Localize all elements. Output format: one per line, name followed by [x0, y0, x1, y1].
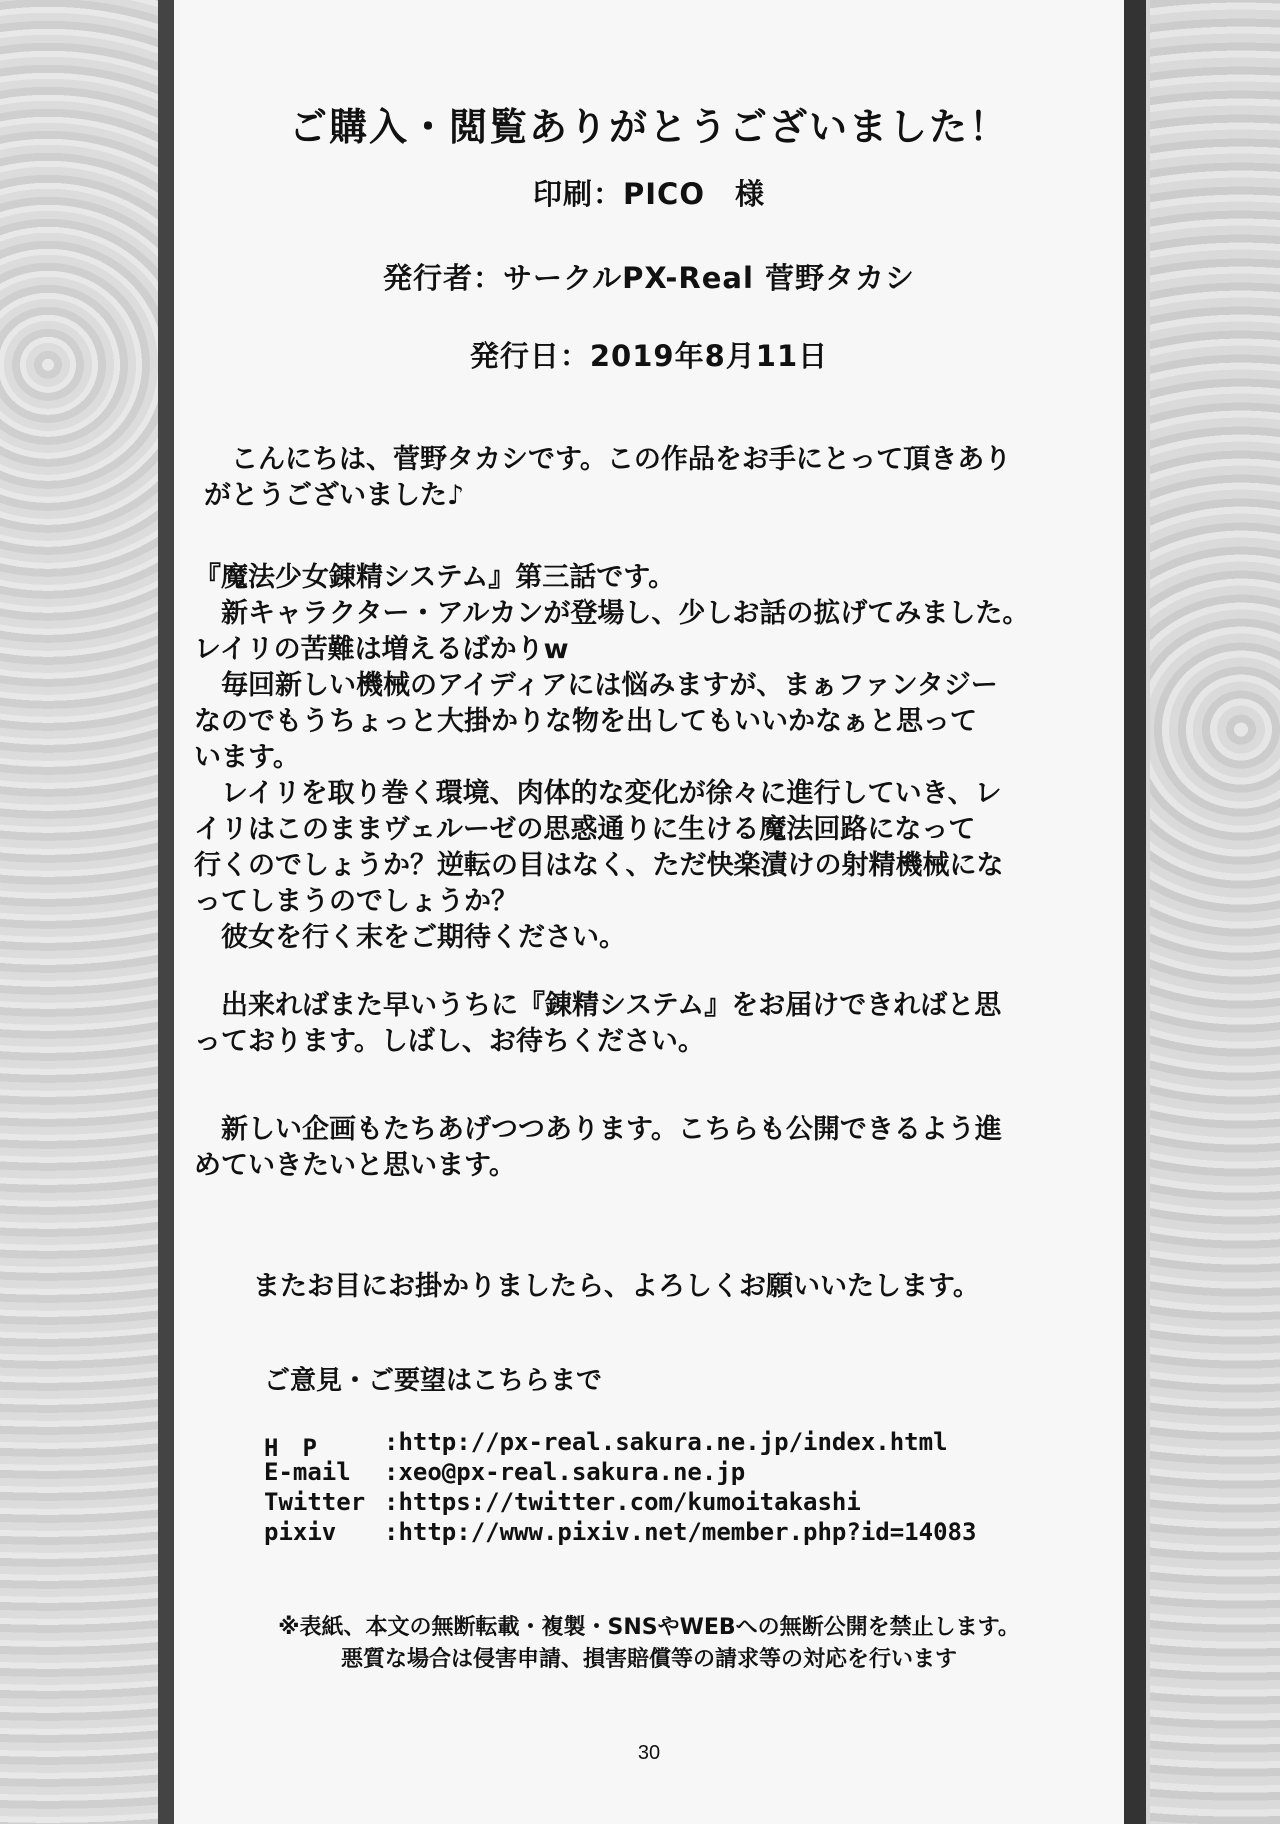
text-line: レイリの苦難は増えるばかりw — [194, 634, 569, 665]
page-number: 30 — [637, 1742, 661, 1764]
contact-row-homepage — [264, 1428, 976, 1462]
left-decorative-border — [0, 0, 160, 1824]
contact-heading: ご意見・ご要望はこちらまで — [264, 1366, 603, 1396]
text-line: 出来ればまた早いうちに『錬精システム』をお届けできればと思 — [194, 990, 1002, 1021]
contact-label: E-mail — [264, 1458, 351, 1486]
text-line: 彼女を行く末をご期待ください。 — [194, 922, 626, 953]
text-line: ってしまうのでしょうか？ — [194, 886, 518, 917]
publish-date: 発行日：2019年8月11日 — [469, 339, 829, 373]
text-line: 毎回新しい機械のアイディアには悩みますが、まぁファンタジー — [194, 670, 998, 701]
contact-row-pixiv — [264, 1518, 976, 1548]
text-line: 行くのでしょうか？逆転の目はなく、ただ快楽漬けの射精機械にな — [194, 850, 1004, 881]
contact-list — [264, 1428, 976, 1548]
printer-credit: 印刷：PICO 様 — [533, 177, 765, 211]
contact-row-email — [264, 1458, 976, 1488]
homepage-link: :http://px-real.sakura.ne.jp/index.html — [384, 1428, 948, 1456]
right-decorative-border — [1150, 0, 1280, 1824]
contact-label: H P — [264, 1434, 317, 1462]
text-line: います。 — [194, 742, 300, 773]
closing-line: またお目にお掛かりましたら、よろしくお願いいたします。 — [226, 1271, 980, 1302]
text-line: っております。しばし、お待ちください。 — [194, 1026, 705, 1057]
document-page — [174, 0, 1124, 1824]
text-line: なのでもうちょっと大掛かりな物を出してもいいかなぁと思って — [194, 706, 977, 737]
right-frame-bar — [1124, 0, 1146, 1824]
publisher-credit: 発行者：サークルPX-Real 菅野タカシ — [382, 261, 916, 295]
contact-label: pixiv — [264, 1518, 337, 1546]
twitter-link: :https://twitter.com/kumoitakashi — [384, 1488, 861, 1516]
text-line: 新キャラクター・アルカンが登場し、少しお話の拡げてみました。 — [194, 598, 1030, 629]
copyright-notice-line: ※表紙、本文の無断転載・複製・SNSやWEBへの無断公開を禁止します。 — [278, 1615, 1020, 1640]
text-line: レイリを取り巻く環境、肉体的な変化が徐々に進行していき、レ — [194, 778, 1002, 809]
text-line: がとうございました♪ — [204, 480, 465, 511]
text-line: めていきたいと思います。 — [194, 1150, 516, 1181]
email-address: :xeo@px-real.sakura.ne.jp — [384, 1458, 746, 1486]
text-line: イリはこのままヴェルーゼの思惑通りに生ける魔法回路になって — [194, 814, 976, 845]
page-title: ご購入・閲覧ありがとうございました！ — [288, 105, 1009, 149]
text-line: 新しい企画もたちあげつつあります。こちらも公開できるよう進 — [194, 1114, 1002, 1145]
contact-label: Twitter — [264, 1488, 366, 1516]
left-frame-bar — [158, 0, 174, 1824]
text-line: こんにちは、菅野タカシです。この作品をお手にとって頂きあり — [204, 444, 1012, 475]
copyright-notice-line: 悪質な場合は侵害申請、損害賠償等の請求等の対応を行います — [340, 1647, 957, 1672]
contact-row-twitter — [264, 1488, 976, 1518]
text-line: 『魔法少女錬精システム』第三話です。 — [194, 562, 676, 593]
pixiv-link: :http://www.pixiv.net/member.php?id=14083 — [384, 1518, 977, 1546]
